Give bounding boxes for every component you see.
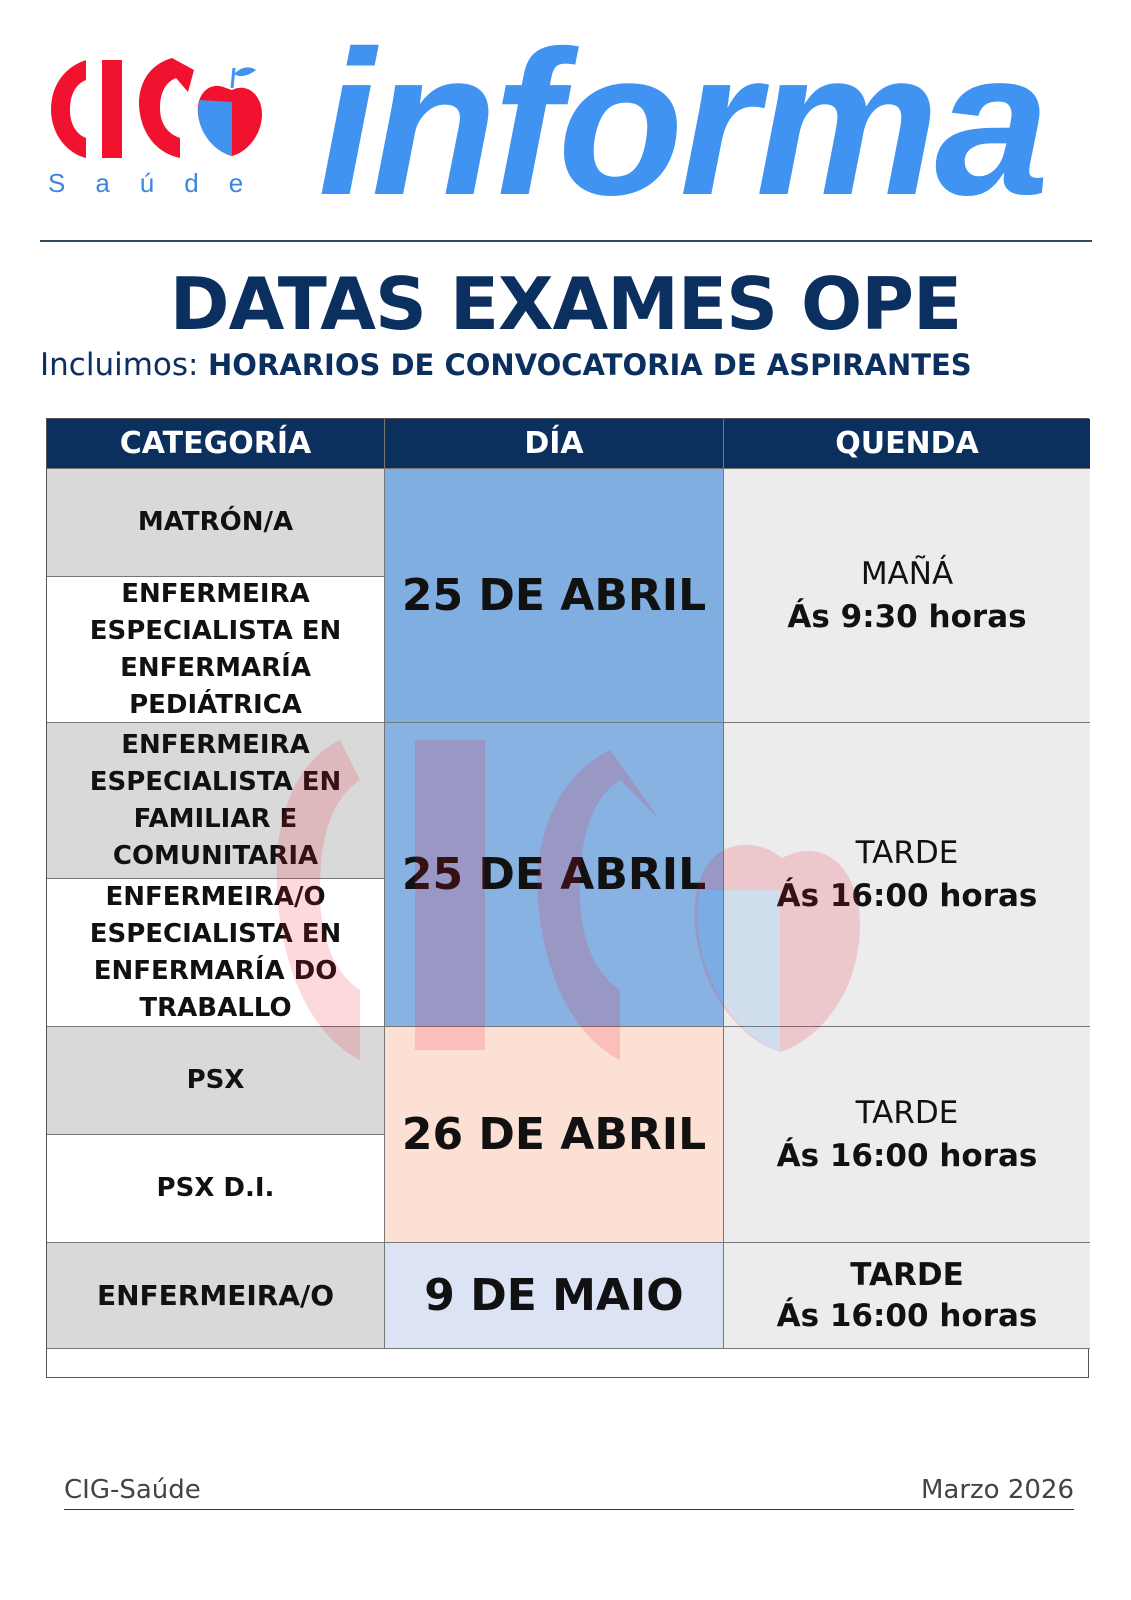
shift-group-4 bbox=[724, 1243, 1090, 1349]
shift-group-3 bbox=[724, 1027, 1090, 1243]
header-shift: QUENDA bbox=[724, 419, 1090, 469]
shift-time: Ás 16:00 horas bbox=[776, 1297, 1038, 1334]
category-enfermeira: ENFERMEIRA/O bbox=[47, 1243, 385, 1349]
exam-dates-table bbox=[46, 418, 1089, 1378]
footer-date: Marzo 2026 bbox=[920, 1475, 1074, 1505]
subtitle-strong: HORARIOS DE CONVOCATORIA DE ASPIRANTES bbox=[208, 348, 972, 382]
header-divider bbox=[40, 240, 1092, 242]
footer bbox=[64, 1474, 1074, 1510]
subtitle-lead: Incluimos: bbox=[40, 347, 199, 383]
shift-when: TARDE bbox=[850, 1256, 964, 1293]
informa-wordmark: informa bbox=[318, 8, 1046, 238]
category-matron: MATRÓN/A bbox=[47, 469, 385, 577]
day-25-abril-morning: 25 DE ABRIL bbox=[385, 469, 724, 723]
shift-time: Ás 9:30 horas bbox=[787, 598, 1027, 635]
header-category: CATEGORÍA bbox=[47, 419, 385, 469]
shift-when: TARDE bbox=[855, 1094, 959, 1131]
day-26-abril: 26 DE ABRIL bbox=[385, 1027, 724, 1243]
header-day: DÍA bbox=[385, 419, 724, 469]
category-enf-traballo: ENFERMEIRA/O ESPECIALISTA EN ENFERMARÍA DO TRABALLO bbox=[47, 879, 385, 1027]
category-enf-pediatrica: ENFERMEIRA ESPECIALISTA EN ENFERMARÍA PEDIÁTRICA bbox=[47, 577, 385, 723]
category-psx: PSX bbox=[47, 1027, 385, 1135]
shift-time: Ás 16:00 horas bbox=[776, 877, 1038, 914]
shift-group-1 bbox=[724, 469, 1090, 723]
category-enf-familiar: ENFERMEIRA ESPECIALISTA EN FAMILIAR E COMUNITARIA bbox=[47, 723, 385, 879]
page-title: DATAS EXAMES OPE bbox=[169, 262, 962, 346]
day-9-maio: 9 DE MAIO bbox=[385, 1243, 724, 1349]
day-25-abril-afternoon: 25 DE ABRIL bbox=[385, 723, 724, 1027]
shift-when: TARDE bbox=[855, 834, 959, 871]
logo-subtitle: Saúde bbox=[48, 168, 274, 198]
cig-logo-mark bbox=[48, 48, 278, 168]
page-subtitle bbox=[40, 348, 1100, 382]
shift-group-2 bbox=[724, 723, 1090, 1027]
category-psx-di: PSX D.I. bbox=[47, 1135, 385, 1243]
footer-organization: CIG-Saúde bbox=[64, 1475, 201, 1505]
shift-when: MAÑÁ bbox=[860, 555, 954, 592]
shift-time: Ás 16:00 horas bbox=[776, 1137, 1038, 1174]
cig-saude-logo bbox=[48, 48, 278, 208]
